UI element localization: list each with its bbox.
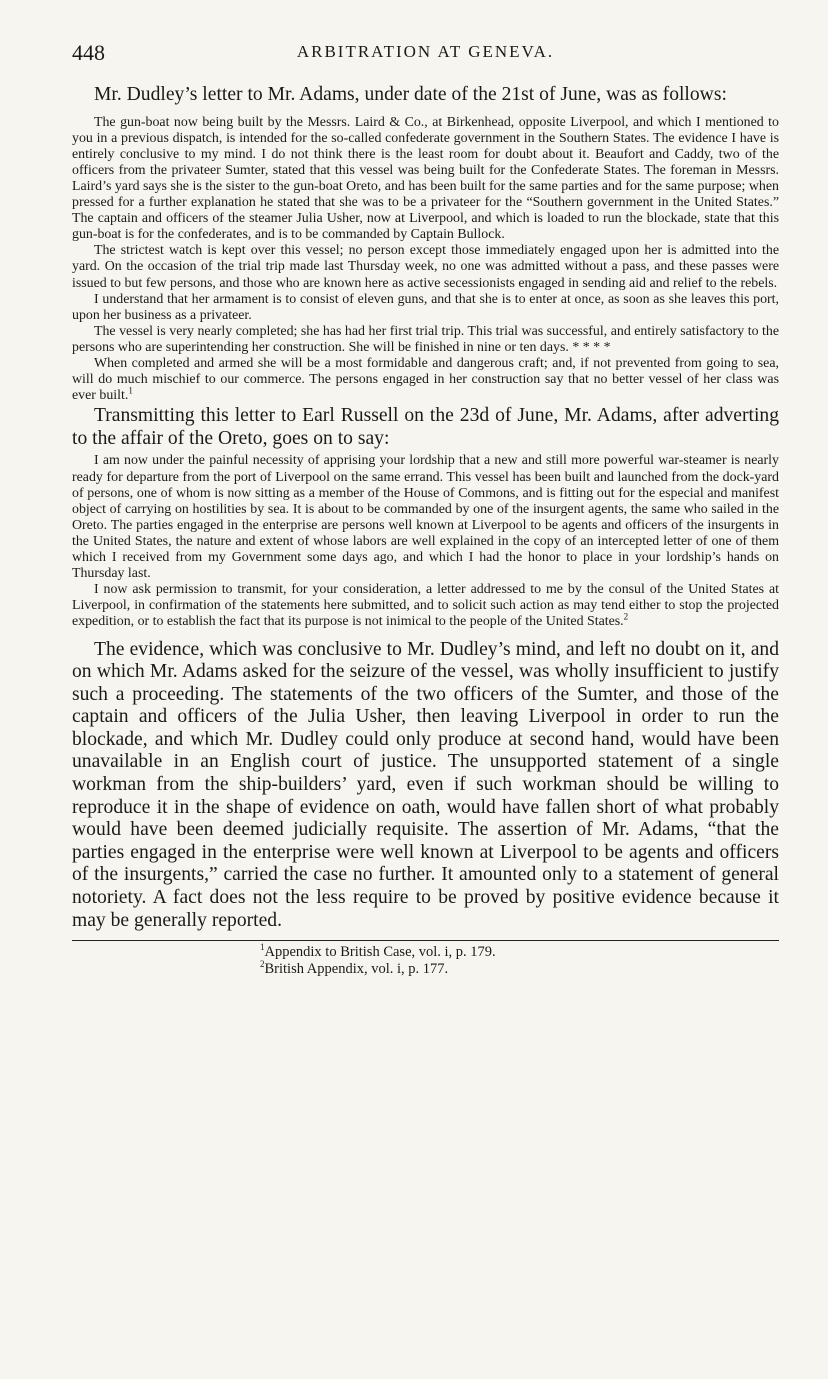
quote-paragraph-text: When completed and armed she will be a most formidable and dangerous craft; and, if not prevented from going to sea, will do much mischief to our commerce. The persons engaged in her construction say that no better vessel of her class was ever built. <box>72 356 779 404</box>
quote-paragraph: I understand that her armament is to consist of eleven guns, and that she is to enter at once, as soon as she leaves this port, upon her business as a privateer. <box>72 291 779 323</box>
page-header <box>72 40 779 70</box>
footnote-text: British Appendix, vol. i, p. 177. <box>264 960 449 977</box>
document-page <box>72 40 779 977</box>
quote-paragraph <box>72 356 779 404</box>
quote-paragraph-text: I now ask permission to transmit, for your consideration, a letter addressed to me by the consul of the United States at Liverpool, in confirmation of the statements here submitted, and to solicit such action as may tend either to stop the projected expedition, or to establish the fact that its purpose is not inimical to the people of the United States. <box>72 582 779 630</box>
footnotes <box>72 940 779 977</box>
footnote-mark: 2 <box>260 958 265 969</box>
conclusion-paragraph: The evidence, which was conclusive to Mr. Dudley’s mind, and left no doubt on it, and on which Mr. Adams asked for the seizure of the vessel, was wholly insufficient to justify such a proceeding. The statements of the two officers of the Sumter, and those of the captain and officers of the Julia Usher, then leaving Liverpool in order to run the blockade, and which Mr. Dudley could only produce at second hand, would have been unavailable in an English court of justice. The unsupported statement of a single workman from the ship-builders’ yard, even if such workman should be willing to reproduce it in the shape of evidence on oath, would have fallen short of what probably would have been deemed judicially requisite. The assertion of Mr. Adams, “that the parties engaged in the enterprise were well known at Liverpool to be agents and officers of the insurgents,” carried the case no further. It amounted only to a statement of general notoriety. A fact does not the less require to be proved by positive evidence because it may be generally reported. <box>72 638 779 931</box>
quote-paragraph: The strictest watch is kept over this vessel; no person except those immediately engaged upon her is admitted into the yard. On the occasion of the trial trip made last Thursday week, no one was admitted without a pass, and these passes were issued to but few persons, and those who are known here as active secessionists engaged in sending aid and relief to the rebels. <box>72 243 779 291</box>
footnote <box>260 958 779 978</box>
footnote <box>260 944 779 961</box>
running-title: ARBITRATION AT GENEVA. <box>296 42 555 61</box>
intro-paragraph: Mr. Dudley’s letter to Mr. Adams, under date of the 21st of June, was as follows: <box>94 84 727 105</box>
quote-paragraph: The gun-boat now being built by the Messrs. Laird & Co., at Birkenhead, opposite Liverpool, and which I mentioned to you in a previous dispatch, is intended for the so-called confederate government in the Southern States. The evidence I have is entirely conclusive to my mind. I do not think there is the least room for doubt about it. Beaufort and Caddy, two of the officers from the privateer Sumter, stated that this vessel was being built for the Confederate States. The foreman in Messrs. Laird’s yard says she is the sister to the gun-boat Oreto, and has been built for the same parties and for the same purpose; when pressed for a further explanation he stated that she was to be a privateer for the “Southern government in the United States.” The captain and officers of the steamer Julia Usher, now at Liverpool, and which is loaded to run the blockade, state that this gun-boat is for the confederates, and is to be commanded by Captain Bullock. <box>72 114 779 243</box>
page-number: 448 <box>72 40 105 65</box>
dudley-letter-quote <box>72 115 779 405</box>
footnote-ref: 1 <box>128 385 133 396</box>
footnote-mark: 1 <box>260 942 265 953</box>
quote-paragraph: The vessel is very nearly completed; she has had her first trial trip. This trial was successful, and entirely satisfactory to the persons who are superintending her construction. She will be finished in nine or ten days. * * * * <box>72 323 779 355</box>
transition-paragraph: Transmitting this letter to Earl Russell on the 23d of June, Mr. Adams, after adverting to the affair of the Oreto, goes on to say: <box>72 405 779 449</box>
footnote-text: Appendix to British Case, vol. i, p. 179. <box>264 944 496 961</box>
quote-paragraph <box>72 582 779 630</box>
adams-letter-quote <box>72 453 779 630</box>
footnote-ref: 2 <box>623 611 629 622</box>
quote-paragraph: I am now under the painful necessity of apprising your lordship that a new and still more powerful war-steamer is nearly ready for departure from the port of Liverpool on the same errand. This vessel has been built and launched from the dock-yard of persons, one of whom is now sitting as a member of the House of Commons, and is fitting out for the especial and manifest object of carrying on hostilities by sea. It is about to be commanded by one of the insurgent agents, the same who sailed in the Oreto. The parties engaged in the enterprise are persons well known at Liverpool to be agents and officers of the insurgents in the United States, the nature and extent of whose labors are well explained in the copy of an intercepted letter of one of them which I received from my Government some days ago, and which I had the honor to place in your lordship’s hands on Thursday last. <box>72 453 779 582</box>
